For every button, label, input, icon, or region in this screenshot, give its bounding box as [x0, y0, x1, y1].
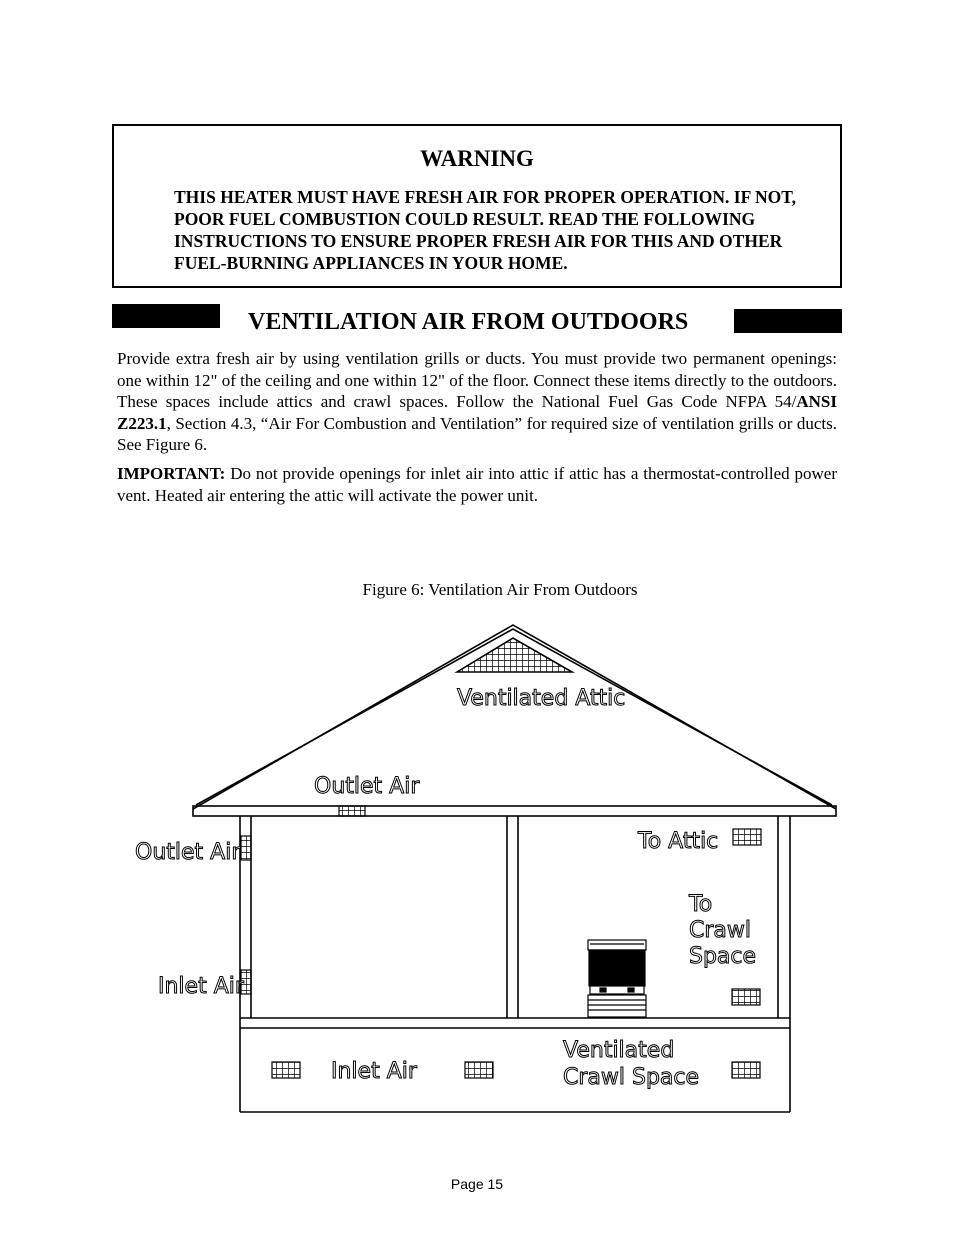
- crawl-inlet-grill-left: [272, 1062, 300, 1078]
- label-crawl: Crawl: [689, 918, 751, 943]
- warning-text: THIS HEATER MUST HAVE FRESH AIR FOR PROPER OPERATION. IF NOT, POOR FUEL COMBUSTION COULD RESULT. READ THE FOLLOWING INSTRUCTIONS TO ENSURE PROPER FRESH AIR FOR THIS AND OTHER FUEL-BURNING APPLIANCES IN YOUR HOME.: [174, 187, 796, 273]
- section-heading: VENTILATION AIR FROM OUTDOORS: [248, 309, 689, 335]
- to-attic-grill: [733, 829, 761, 845]
- page-number: Page 15: [450, 1176, 504, 1192]
- label-ventilated: Ventilated: [563, 1038, 675, 1063]
- ansi-code: ANSI Z223.1: [117, 392, 837, 433]
- crawl-inlet-grill-middle: [465, 1062, 493, 1078]
- important-label: IMPORTANT:: [117, 464, 226, 483]
- label-to: To: [689, 892, 713, 917]
- paragraph-text-b: , Section 4.3, “Air For Combustion and Ventilation” for required size of ventilation grills or ducts. See Figure 6.: [117, 413, 837, 455]
- label-inlet-air-wall: Inlet Air: [158, 974, 244, 999]
- ceiling-outlet-grill: [339, 806, 365, 816]
- label-ventilated-attic: Ventilated Attic: [457, 686, 626, 711]
- to-crawl-grill: [732, 989, 760, 1005]
- label-inlet-air-crawl: Inlet Air: [331, 1059, 417, 1084]
- eave: [193, 806, 836, 816]
- label-outlet-air-ceiling: Outlet Air: [314, 774, 420, 799]
- warning-title: WARNING: [420, 146, 534, 171]
- heater: [588, 940, 646, 1017]
- label-space: Space: [689, 944, 757, 969]
- label-crawl-space: Crawl Space: [563, 1065, 700, 1090]
- paragraph-text-a: Provide extra fresh air by using ventilation grills or ducts. You must provide two permanent openings: one within 12" of the ceiling and one within 12" of the floor. Connect these items directly to the outdoors. These spaces include attics and crawl spaces. Follow the National Fuel Gas Code NFPA 54/: [117, 349, 837, 412]
- attic-vent: [457, 638, 572, 672]
- important-text: Do not provide openings for inlet air into attic if attic has a thermostat-controlled power vent. Heated air entering the attic will activate the power unit.: [117, 464, 837, 505]
- crawl-inlet-grill-right: [732, 1062, 760, 1078]
- figure-caption: Figure 6: Ventilation Air From Outdoors: [362, 580, 638, 599]
- wall-outlet-grill: [241, 836, 251, 860]
- label-outlet-air-wall: Outlet Air: [135, 840, 241, 865]
- label-to-attic: To Attic: [638, 829, 719, 854]
